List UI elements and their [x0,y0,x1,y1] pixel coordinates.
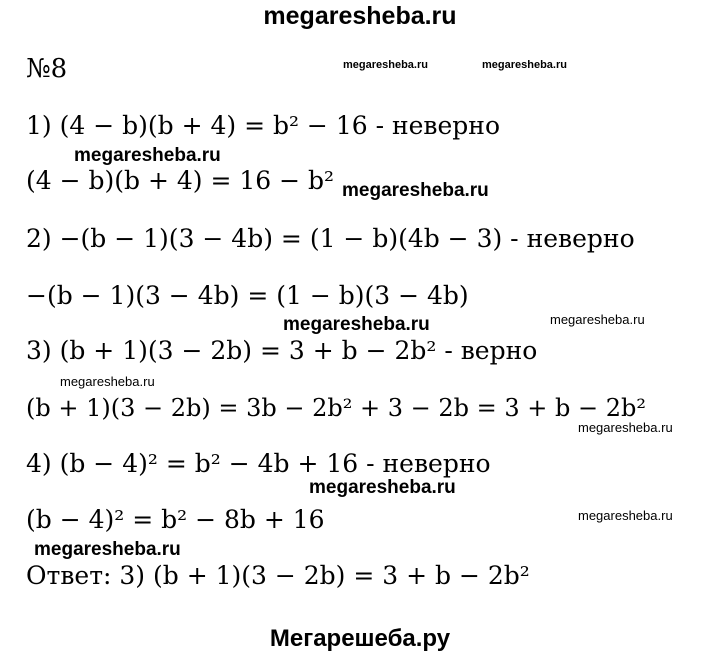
watermark: megaresheba.ru [309,477,456,498]
site-footer: Мегарешеба.ру [269,625,451,652]
item-4-claim: 4) (b − 4)² = b² − 4b + 16 - неверно [26,449,491,478]
item-2-claim: 2) −(b − 1)(3 − 4b) = (1 − b)(4b − 3) - неверно [26,224,635,253]
item-4-work: (b − 4)² = b² − 8b + 16 [26,505,325,534]
answer-line: Ответ: 3) (b + 1)(3 − 2b) = 3 + b − 2b² [26,561,530,590]
item-3-work: (b + 1)(3 − 2b) = 3b − 2b² + 3 − 2b = 3 + b − 2b² [26,394,646,422]
problem-number: №8 [26,54,68,84]
watermark: megaresheba.ru [74,145,221,166]
watermark: megaresheba.ru [343,59,428,71]
item-3-claim: 3) (b + 1)(3 − 2b) = 3 + b − 2b² - верно [26,336,538,365]
watermark: megaresheba.ru [283,314,430,335]
watermark: megaresheba.ru [34,539,181,560]
item-2-work: −(b − 1)(3 − 4b) = (1 − b)(3 − 4b) [26,281,469,310]
watermark: megaresheba.ru [342,180,489,201]
watermark: megaresheba.ru [60,374,155,389]
watermark: megaresheba.ru [550,312,645,327]
item-1-work: (4 − b)(b + 4) = 16 − b² [26,166,335,195]
item-1-claim: 1) (4 − b)(b + 4) = b² − 16 - неверно [26,111,501,140]
site-header: megaresheba.ru [263,2,457,30]
watermark: megaresheba.ru [578,508,673,523]
watermark: megaresheba.ru [482,59,567,71]
watermark: megaresheba.ru [578,420,673,435]
